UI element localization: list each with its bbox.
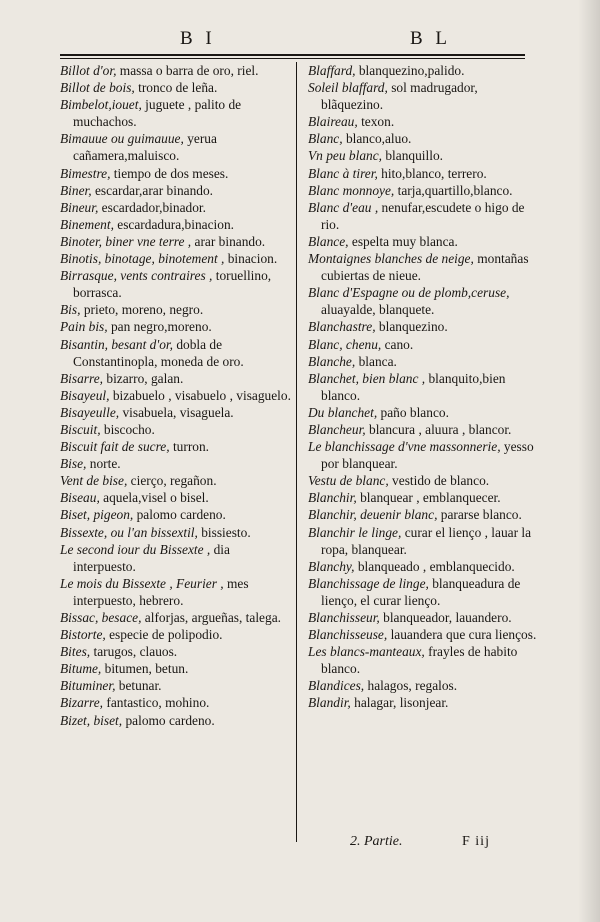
dictionary-entry	[308, 353, 540, 370]
entry-headword: Blancheur,	[308, 421, 366, 437]
entry-definition: paño blanco.	[377, 404, 449, 420]
entry-definition: montañas cubiertas de nieue.	[321, 251, 529, 284]
dictionary-entry	[60, 609, 292, 626]
entry-definition: pararse blanco.	[437, 507, 522, 523]
entry-definition: yesso por blanquear.	[321, 439, 534, 472]
entry-definition: visabuela, visaguela.	[119, 404, 234, 420]
dictionary-entry	[308, 524, 540, 558]
dictionary-entry	[60, 677, 292, 694]
dictionary-entry	[308, 404, 540, 421]
entry-headword: Du blanchet,	[308, 404, 378, 420]
entry-headword: Blaireau,	[308, 114, 358, 130]
dictionary-entry	[60, 130, 292, 164]
entry-headword: Blanche,	[308, 353, 356, 369]
entry-definition: blanco,aluo.	[342, 131, 412, 147]
entry-definition: bitumen, betun.	[101, 661, 189, 677]
entry-headword: Blaffard,	[308, 63, 356, 78]
entry-definition: curar el lienço , lauar la ropa, blanquear.	[321, 524, 532, 557]
dictionary-entry	[308, 165, 540, 182]
entry-headword: Bise,	[60, 456, 87, 472]
dictionary-entry	[60, 421, 292, 438]
entry-headword: Pain bis,	[60, 319, 108, 335]
signature-mark: F iij	[462, 834, 490, 849]
entry-headword: Blanc d'Espagne ou de plomb,ceruse,	[308, 285, 510, 301]
entry-headword: Montaignes blanches de neige,	[308, 251, 474, 267]
entry-headword: Blanc,	[308, 131, 343, 147]
entry-headword: Binotis, binotage, binotement ,	[60, 251, 225, 267]
entry-headword: Bisantin, besant d'or,	[60, 336, 173, 352]
entry-headword: Le mois du Bissexte , Feurier ,	[60, 575, 224, 591]
signature-label: 2. Partie.	[350, 834, 403, 849]
dictionary-entry	[308, 506, 540, 523]
right-column	[308, 62, 540, 712]
entry-definition: mes interpuesto, hebrero.	[73, 575, 249, 608]
dictionary-entry	[308, 130, 540, 147]
header-rule	[60, 54, 525, 59]
dictionary-entry	[60, 199, 292, 216]
entry-headword: Bizarre,	[60, 695, 104, 711]
entry-definition: lauandera que cura lienços.	[387, 627, 537, 643]
entry-headword: Bisayeul,	[60, 387, 110, 403]
entry-definition: bizabuelo , visabuelo , visaguelo.	[109, 387, 291, 403]
entry-headword: Vent de bise,	[60, 473, 128, 489]
running-head	[60, 28, 536, 48]
entry-definition: sol madrugador, blãquezino.	[321, 80, 478, 113]
dictionary-entry	[308, 626, 540, 643]
entry-headword: Blance,	[308, 233, 349, 249]
entry-headword: Blanchet, bien blanc ,	[308, 370, 426, 386]
dictionary-entry	[308, 284, 540, 318]
dictionary-entry	[308, 113, 540, 130]
dictionary-entry	[60, 267, 292, 301]
dictionary-entry	[60, 626, 292, 643]
dictionary-entry	[308, 370, 540, 404]
entry-headword: Blanc, chenu,	[308, 336, 382, 352]
dictionary-entry	[308, 558, 540, 575]
dictionary-entry	[308, 147, 540, 164]
dictionary-entry	[60, 643, 292, 660]
entry-definition: nenufar,escudete o higo de rio.	[321, 199, 525, 232]
entry-headword: Biscuit,	[60, 421, 101, 437]
dictionary-entry	[60, 455, 292, 472]
entry-definition: escardador,binador.	[98, 199, 206, 215]
entry-headword: Bineur,	[60, 199, 99, 215]
entry-definition: hito,blanco, terrero.	[377, 165, 487, 181]
entry-definition: blanca.	[355, 353, 397, 369]
entry-headword: Blanchissage de linge,	[308, 575, 429, 591]
dictionary-entry	[60, 336, 292, 370]
entry-definition: escardadura,binacion.	[113, 216, 235, 232]
dictionary-entry	[308, 318, 540, 335]
entry-headword: Blanchy,	[308, 558, 355, 574]
entry-definition: blanquezino,palido.	[355, 63, 465, 78]
dictionary-entry	[308, 575, 540, 609]
running-head-left: B I	[180, 28, 216, 49]
entry-headword: Bis,	[60, 302, 81, 318]
dictionary-entry	[60, 489, 292, 506]
entry-definition: blanqueado , emblanquecido.	[354, 558, 515, 574]
entry-definition: cano.	[381, 336, 414, 352]
entry-headword: Bituminer,	[60, 678, 116, 694]
dictionary-entry	[308, 233, 540, 250]
entry-definition: frayles de habito blanco.	[321, 644, 518, 677]
entry-headword: Vn peu blanc,	[308, 148, 383, 164]
entry-definition: blanqueador, lauandero.	[379, 610, 512, 625]
entry-definition: dia interpuesto.	[73, 541, 230, 574]
dictionary-entry	[60, 575, 292, 609]
dictionary-entry	[308, 609, 540, 626]
entry-headword: Blanchir le linge,	[308, 524, 402, 540]
entry-definition: tarja,quartillo,blanco.	[394, 182, 513, 198]
entry-definition: toruellino, borrasca.	[73, 268, 272, 301]
dictionary-entry	[308, 694, 540, 711]
dictionary-entry	[308, 199, 540, 233]
entry-definition: binacion.	[224, 251, 278, 267]
entry-headword: Binoter, biner vne terre ,	[60, 233, 192, 249]
entry-definition: texon.	[357, 114, 395, 130]
dictionary-entry	[60, 233, 292, 250]
entry-definition: pan negro,moreno.	[107, 319, 212, 335]
running-head-right: B L	[410, 28, 452, 49]
entry-headword: Billot de bois,	[60, 80, 135, 96]
entry-headword: Soleil blaffard,	[308, 80, 388, 96]
entry-definition: blanquito,bien blanco.	[321, 370, 506, 403]
entry-definition: bissiesto.	[197, 524, 251, 540]
entry-headword: Bites,	[60, 644, 91, 660]
entry-headword: Blanchisseur,	[308, 610, 380, 625]
dictionary-entry	[60, 79, 292, 96]
dictionary-entry	[308, 677, 540, 694]
page-edge-shadow	[578, 0, 600, 922]
entry-headword: Blanchastre,	[308, 319, 376, 335]
entry-definition: massa o barra de oro, riel.	[116, 63, 259, 78]
dictionary-entry	[60, 62, 292, 79]
dictionary-entry	[60, 318, 292, 335]
entry-definition: norte.	[86, 456, 121, 472]
dictionary-entry	[308, 643, 540, 677]
entry-headword: Les blancs-manteaux,	[308, 644, 425, 660]
entry-headword: Blanchir, deuenir blanc,	[308, 507, 438, 523]
entry-headword: Blanchisseuse,	[308, 627, 388, 643]
dictionary-entry	[60, 404, 292, 421]
entry-definition: aquela,visel o bisel.	[99, 490, 209, 506]
dictionary-entry	[60, 694, 292, 711]
entry-headword: Blandices,	[308, 678, 365, 694]
entry-headword: Bistorte,	[60, 627, 106, 643]
entry-headword: Blanc d'eau ,	[308, 199, 379, 215]
entry-headword: Blanc à tirer,	[308, 165, 378, 181]
entry-headword: Bissexte, ou l'an bissextil,	[60, 524, 198, 540]
entry-headword: Le second iour du Bissexte ,	[60, 541, 211, 557]
dictionary-entry	[60, 370, 292, 387]
dictionary-entry	[60, 472, 292, 489]
dictionary-entry	[60, 96, 292, 130]
entry-headword: Biset, pigeon,	[60, 507, 134, 523]
entry-definition: arar binando.	[191, 233, 266, 249]
dictionary-entry	[60, 250, 292, 267]
entry-definition: blanqueadura de lienço, el curar lienço.	[321, 575, 521, 608]
entry-definition: bizarro, galan.	[103, 370, 184, 386]
entry-definition: tronco de leña.	[134, 80, 218, 96]
entry-definition: aluayalde, blanquete.	[321, 302, 435, 318]
left-column	[60, 62, 292, 729]
entry-definition: blanquillo.	[382, 148, 444, 164]
entry-headword: Bisayeulle,	[60, 404, 120, 420]
dictionary-entry	[308, 79, 540, 113]
dictionary-entry	[60, 301, 292, 318]
entry-headword: Vestu de blanc,	[308, 473, 389, 489]
dictionary-entry	[60, 216, 292, 233]
entry-definition: juguete , palito de muchachos.	[73, 97, 242, 130]
dictionary-entry	[60, 438, 292, 455]
entry-definition: biscocho.	[100, 421, 155, 437]
dictionary-entry	[60, 506, 292, 523]
entry-definition: cierço, regañon.	[127, 473, 217, 489]
dictionary-entry	[308, 250, 540, 284]
entry-definition: turron.	[169, 439, 210, 455]
entry-definition: blanquear , emblanquecer.	[356, 490, 501, 506]
dictionary-entry	[308, 489, 540, 506]
entry-definition: betunar.	[115, 678, 162, 694]
dictionary-entry	[60, 524, 292, 541]
entry-headword: Bitume,	[60, 661, 102, 677]
entry-headword: Le blanchissage d'vne massonnerie,	[308, 439, 501, 455]
entry-headword: Blanchir,	[308, 490, 357, 506]
dictionary-entry	[60, 165, 292, 182]
entry-headword: Bissac, besace,	[60, 610, 142, 625]
entry-definition: blanquezino.	[375, 319, 448, 335]
dictionary-entry	[308, 62, 540, 79]
entry-definition: alforjas, argueñas, talega.	[141, 610, 281, 625]
dictionary-entry	[308, 472, 540, 489]
entry-definition: espelta muy blanca.	[348, 233, 458, 249]
entry-headword: Binement,	[60, 216, 114, 232]
dictionary-entry	[60, 712, 292, 729]
entry-headword: Biner,	[60, 182, 92, 198]
entry-definition: halagos, regalos.	[364, 678, 458, 694]
entry-headword: Bisarre,	[60, 370, 104, 386]
entry-headword: Bizet, biset,	[60, 712, 123, 728]
entry-headword: Biscuit fait de sucre,	[60, 439, 170, 455]
dictionary-entry	[308, 421, 540, 438]
entry-definition: tarugos, clauos.	[90, 644, 178, 660]
dictionary-entry	[60, 387, 292, 404]
entry-headword: Birrasque, vents contraires ,	[60, 268, 213, 284]
dictionary-entry	[308, 182, 540, 199]
entry-headword: Bimestre,	[60, 165, 111, 181]
entry-definition: tiempo de dos meses.	[110, 165, 229, 181]
entry-headword: Biseau,	[60, 490, 100, 506]
entry-headword: Billot d'or,	[60, 63, 117, 78]
entry-definition: prieto, moreno, negro.	[80, 302, 204, 318]
dictionary-entry	[60, 182, 292, 199]
dictionary-entry	[60, 541, 292, 575]
entry-headword: Bimbelot,iouet,	[60, 97, 142, 113]
entry-definition: yerua cañamera,maluisco.	[73, 131, 217, 164]
dictionary-entry	[60, 660, 292, 677]
entry-headword: Bimauue ou guimauue,	[60, 131, 184, 147]
entry-headword: Blandir,	[308, 695, 351, 711]
entry-definition: halagar, lisonjear.	[350, 695, 449, 711]
entry-definition: vestido de blanco.	[388, 473, 490, 489]
entry-definition: blancura , aluura , blancor.	[365, 421, 512, 437]
entry-definition: palomo cardeno.	[133, 507, 226, 523]
dictionary-entry	[308, 336, 540, 353]
column-divider	[296, 62, 297, 842]
entry-definition: dobla de Constantinopla, moneda de oro.	[73, 336, 244, 369]
entry-definition: fantastico, mohino.	[103, 695, 210, 711]
entry-headword: Blanc monnoye,	[308, 182, 395, 198]
entry-definition: especie de polipodio.	[105, 627, 223, 643]
entry-definition: escardar,arar binando.	[91, 182, 214, 198]
entry-definition: palomo cardeno.	[122, 712, 215, 728]
dictionary-entry	[308, 438, 540, 472]
